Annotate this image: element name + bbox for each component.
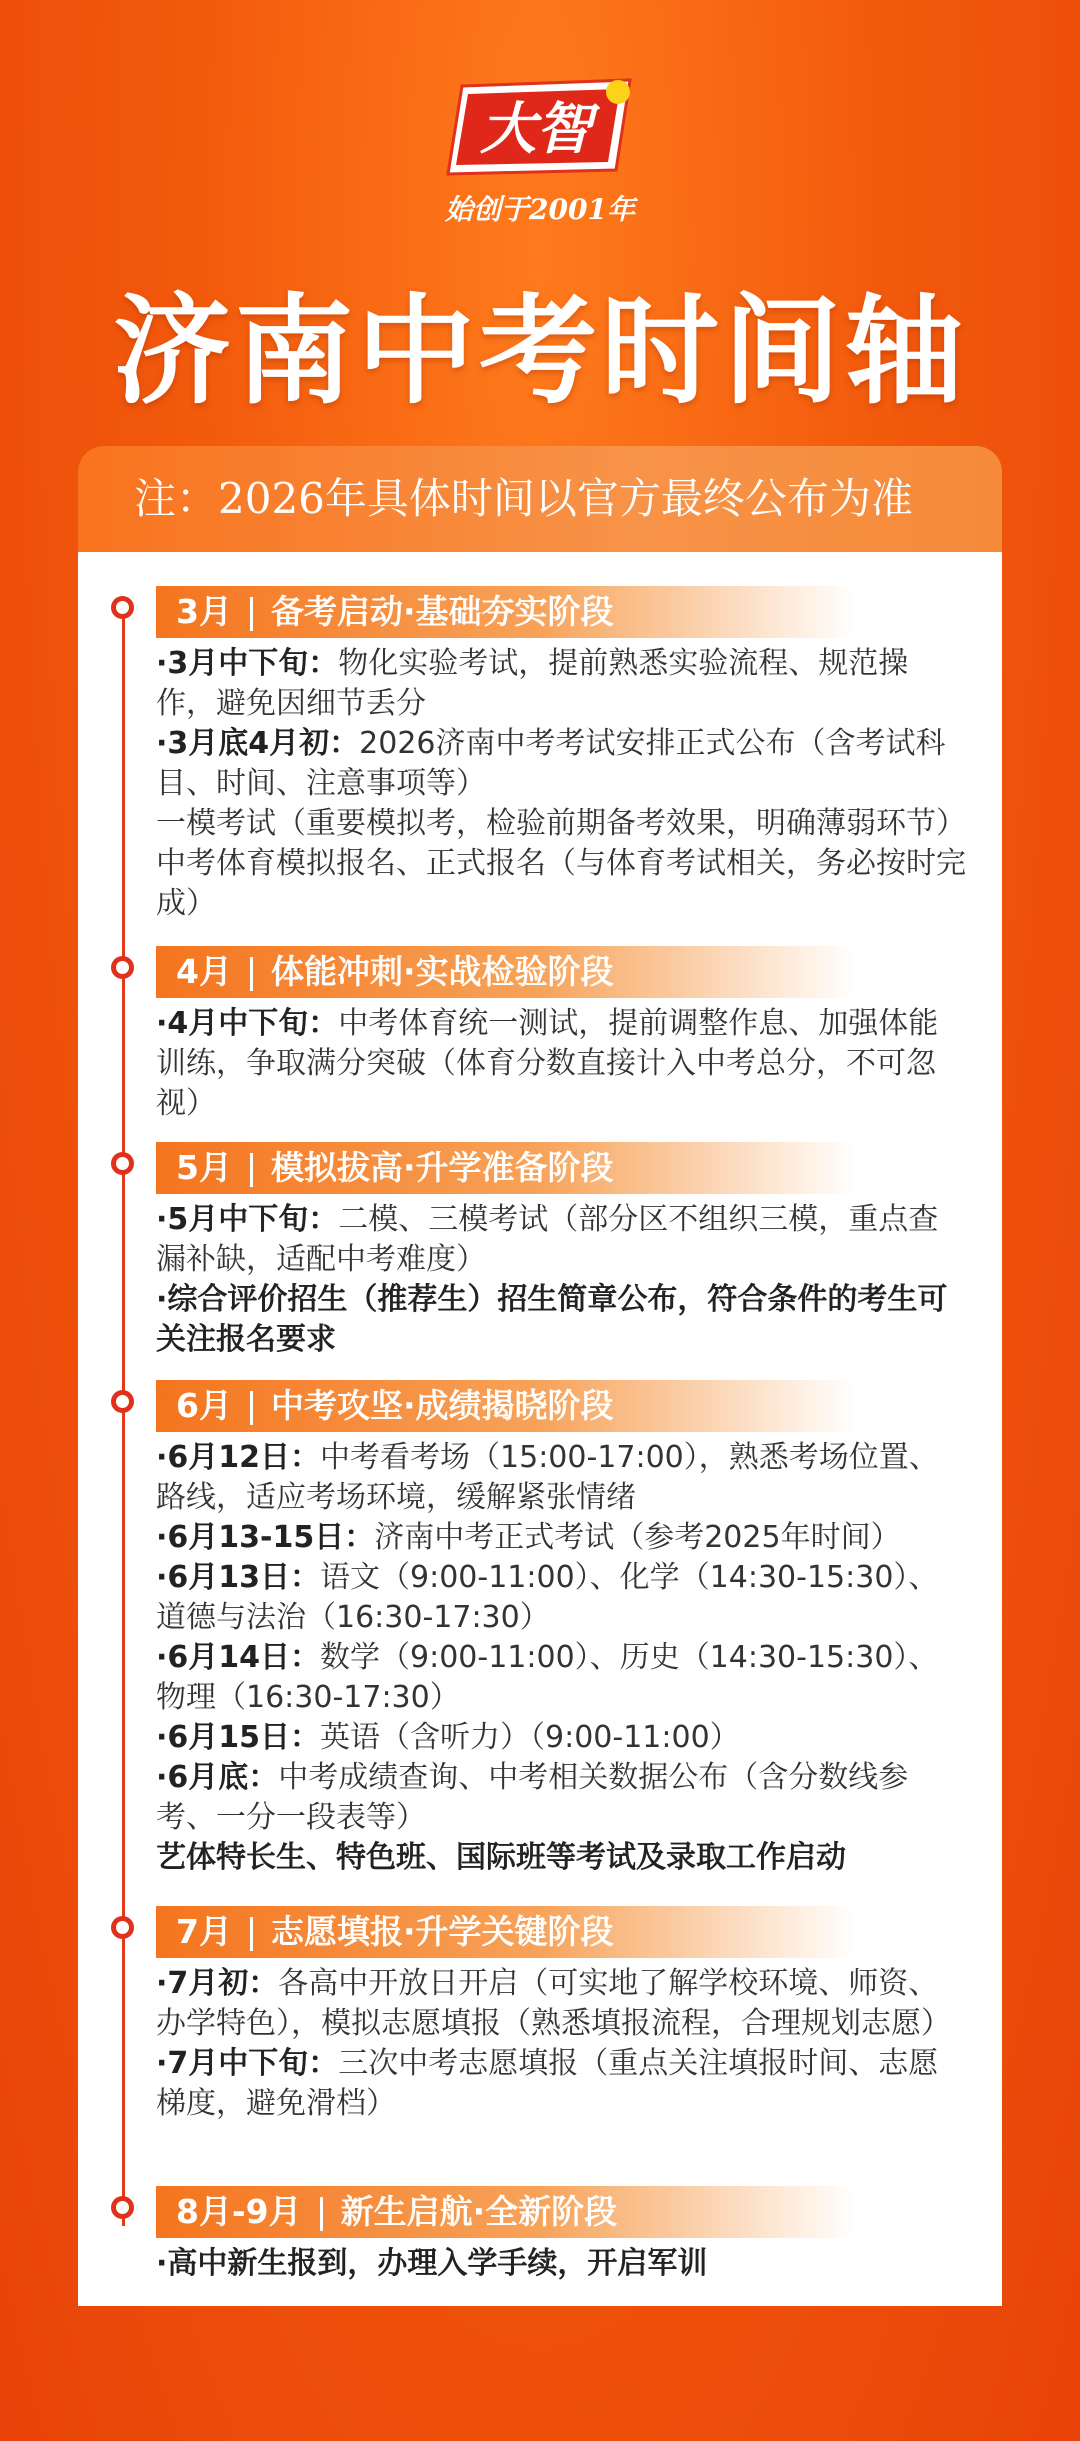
brand-logo bbox=[440, 74, 640, 180]
item-key: ·7月初： bbox=[156, 1966, 279, 2001]
list-item bbox=[156, 1518, 968, 1558]
item-key: ·6月底： bbox=[156, 1760, 279, 1795]
timeline-dot bbox=[111, 1390, 134, 1413]
item-text: 一模考试（重要模拟考，检验前期备考效果，明确薄弱环节） bbox=[156, 806, 966, 841]
divider bbox=[250, 1391, 253, 1425]
item-text: 语文（9:00-11:00）、化学（14:30-15:30）、道德与法治（16:30-17:30） bbox=[156, 1560, 939, 1635]
item-key: ·6月14日： bbox=[156, 1640, 321, 1675]
list-item bbox=[156, 804, 968, 844]
item-text: 英语（含听力）（9:00-11:00） bbox=[320, 1720, 740, 1755]
list-item bbox=[156, 724, 968, 804]
section-phase: 志愿填报·升学关键阶段 bbox=[270, 1912, 614, 1951]
timeline-line bbox=[122, 610, 125, 2226]
section-month: 8月-9月 bbox=[176, 2192, 302, 2231]
item-text: 济南中考正式考试（参考2025年时间） bbox=[374, 1520, 901, 1555]
section-header-april bbox=[156, 946, 856, 998]
list-item bbox=[156, 1438, 968, 1518]
list-item bbox=[156, 1004, 968, 1124]
item-key: ·3月底4月初： bbox=[156, 726, 360, 761]
list-item bbox=[156, 1558, 968, 1638]
item-key: ·6月15日： bbox=[156, 1720, 321, 1755]
list-item bbox=[156, 2244, 968, 2284]
item-key: ·4月中下旬： bbox=[156, 1006, 339, 1041]
item-text: 二模、三模考试（部分区不组织三模，重点查漏补缺，适配中考难度） bbox=[156, 1202, 939, 1277]
list-item bbox=[156, 1280, 968, 1360]
item-text: 2026济南中考考试安排正式公布（含考试科目、时间、注意事项等） bbox=[156, 726, 946, 801]
section-header-march bbox=[156, 586, 856, 638]
section-body-june bbox=[156, 1438, 968, 1878]
item-key: ·7月中下旬： bbox=[156, 2046, 339, 2081]
section-month: 5月 bbox=[176, 1148, 232, 1187]
section-phase: 备考启动·基础夯实阶段 bbox=[270, 592, 614, 631]
divider bbox=[320, 2197, 323, 2231]
timeline-dot bbox=[111, 1152, 134, 1175]
list-item bbox=[156, 844, 968, 924]
item-key: ·6月12日： bbox=[156, 1440, 321, 1475]
item-key: 艺体特长生、特色班、国际班等考试及录取工作启动 bbox=[156, 1840, 846, 1875]
item-text: 数学（9:00-11:00）、历史（14:30-15:30）、物理（16:30-17:30） bbox=[156, 1640, 939, 1715]
list-item bbox=[156, 1758, 968, 1838]
page-title: 济南中考时间轴 bbox=[112, 281, 967, 420]
section-header-may bbox=[156, 1142, 856, 1194]
item-key: ·6月13日： bbox=[156, 1560, 321, 1595]
section-month: 6月 bbox=[176, 1386, 232, 1425]
timeline-card bbox=[78, 552, 1002, 2306]
list-item bbox=[156, 1838, 968, 1878]
item-text: 中考成绩查询、中考相关数据公布（含分数线参考、一分一段表等） bbox=[156, 1760, 909, 1835]
list-item bbox=[156, 2044, 968, 2124]
section-header-aug-sep bbox=[156, 2186, 856, 2238]
timeline-dot bbox=[111, 2196, 134, 2219]
item-text: 中考体育模拟报名、正式报名（与体育考试相关，务必按时完成） bbox=[156, 846, 966, 921]
list-item bbox=[156, 1200, 968, 1280]
notice-banner: 注：2026年具体时间以官方最终公布为准 bbox=[78, 446, 1002, 552]
timeline-dot bbox=[111, 1916, 134, 1939]
item-text: 各高中开放日开启（可实地了解学校环境、师资、办学特色），模拟志愿填报（熟悉填报流程，合理规划志愿） bbox=[156, 1966, 951, 2041]
section-month: 7月 bbox=[176, 1912, 232, 1951]
timeline-dot bbox=[111, 596, 134, 619]
timeline-dot bbox=[111, 956, 134, 979]
section-phase: 体能冲刺·实战检验阶段 bbox=[270, 952, 614, 991]
item-text: 三次中考志愿填报（重点关注填报时间、志愿梯度，避免滑档） bbox=[156, 2046, 939, 2121]
logo-badge-icon bbox=[440, 74, 640, 180]
section-body-march bbox=[156, 644, 968, 924]
section-body-aug-sep bbox=[156, 2244, 968, 2284]
item-text: 物化实验考试，提前熟悉实验流程、规范操作，避免因细节丢分 bbox=[156, 646, 909, 721]
list-item bbox=[156, 1638, 968, 1718]
section-phase: 新生启航·全新阶段 bbox=[340, 2192, 618, 2231]
item-key: ·6月13-15日： bbox=[156, 1520, 375, 1555]
item-key: ·5月中下旬： bbox=[156, 1202, 339, 1237]
section-month: 4月 bbox=[176, 952, 232, 991]
divider bbox=[250, 1153, 253, 1187]
item-text: 中考看考场（15:00-17:00），熟悉考场位置、路线，适应考场环境，缓解紧张情绪 bbox=[156, 1440, 939, 1515]
divider bbox=[250, 597, 253, 631]
list-item bbox=[156, 644, 968, 724]
list-item bbox=[156, 1718, 968, 1758]
section-month: 3月 bbox=[176, 592, 232, 631]
item-key: ·高中新生报到，办理入学手续，开启军训 bbox=[156, 2246, 708, 2281]
section-phase: 中考攻坚·成绩揭晓阶段 bbox=[270, 1386, 614, 1425]
section-body-july bbox=[156, 1964, 968, 2124]
item-key: ·3月中下旬： bbox=[156, 646, 339, 681]
item-key: ·综合评价招生（推荐生）招生简章公布，符合条件的考生可关注报名要求 bbox=[156, 1282, 948, 1357]
section-header-july bbox=[156, 1906, 856, 1958]
divider bbox=[250, 1917, 253, 1951]
brand-slogan: 始创于2001年 bbox=[445, 193, 635, 226]
section-header-june bbox=[156, 1380, 856, 1432]
logo-text: 大智 bbox=[480, 97, 592, 162]
section-phase: 模拟拔高·升学准备阶段 bbox=[270, 1148, 614, 1187]
list-item bbox=[156, 1964, 968, 2044]
section-body-april bbox=[156, 1004, 968, 1124]
section-body-may bbox=[156, 1200, 968, 1360]
divider bbox=[250, 957, 253, 991]
item-text: 中考体育统一测试，提前调整作息、加强体能训练，争取满分突破（体育分数直接计入中考总分，不可忽视） bbox=[156, 1006, 939, 1121]
